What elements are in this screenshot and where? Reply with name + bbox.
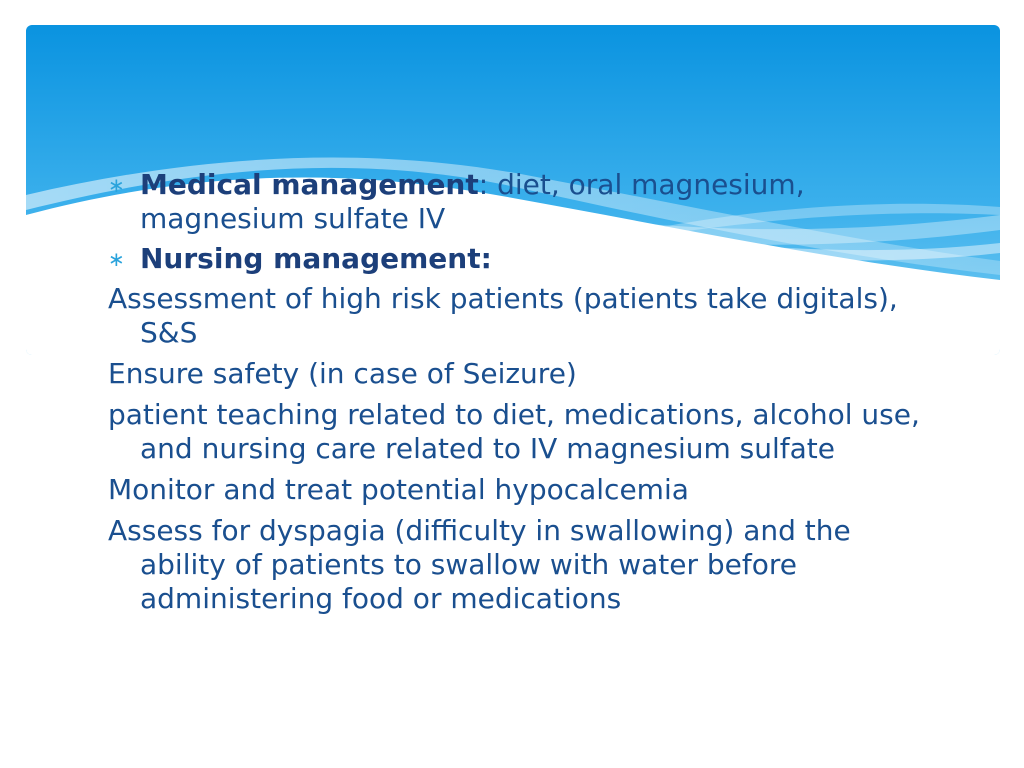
asterisk-bullet-icon: ∗ bbox=[108, 247, 125, 271]
paragraph-monitor: Monitor and treat potential hypocalcemia bbox=[108, 473, 689, 506]
slide-body bbox=[108, 168, 928, 623]
paragraph-dysphagia: Assess for dyspagia (difficulty in swallowing) and the ability of patients to swallow with water before administering food or medications bbox=[108, 514, 851, 615]
paragraph-assessment: Assessment of high risk patients (patients take digitals), S&S bbox=[108, 282, 898, 349]
paragraph-teaching: patient teaching related to diet, medications, alcohol use, and nursing care related to IV magnesium sulfate bbox=[108, 398, 920, 465]
asterisk-bullet-icon: ∗ bbox=[108, 173, 125, 197]
bullet-heading: Nursing management: bbox=[140, 242, 492, 275]
bullet-medical-management bbox=[108, 168, 928, 236]
paragraph-safety: Ensure safety (in case of Seizure) bbox=[108, 357, 577, 390]
bullet-nursing-management bbox=[108, 242, 928, 276]
bullet-text: : diet, oral magnesium, magnesium sulfate IV bbox=[140, 168, 805, 235]
bullet-heading: Medical management bbox=[140, 168, 479, 201]
